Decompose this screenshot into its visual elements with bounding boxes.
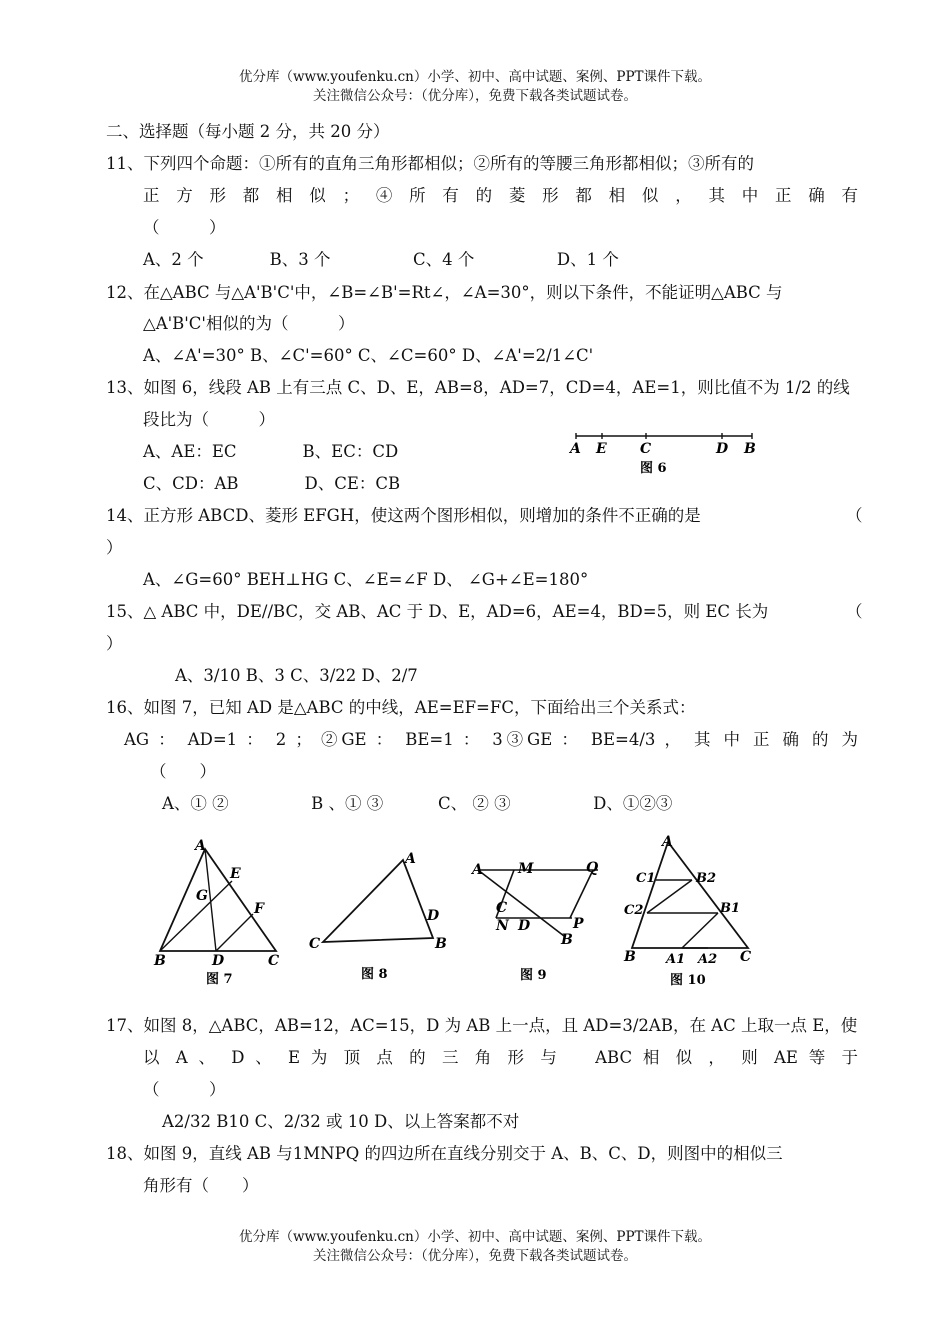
fig7-label-d: D	[212, 953, 225, 969]
q13-line-1: 13、如图 6，线段 AB 上有三点 C、D、E，AB=8，AD=7，CD=4，AE=1，则比值不为 1/2 的线	[106, 378, 850, 397]
q12-options: A、∠A'=30° B、∠C'=60° C、∠C=60° D、∠A'=2/1∠C'	[143, 346, 594, 365]
q16-options: A、① ② B 、① ③ C、 ② ③ D、①②③	[162, 794, 673, 813]
q17-line-2: 以 A 、 D 、 E 为 顶 点 的 三 角 形 与 ABC 相 似 ， 则 AE 等 于	[143, 1048, 858, 1067]
fig8-label-c: C	[309, 936, 321, 952]
fig9-label-a: A	[472, 862, 483, 878]
fig7-label-f: F	[254, 901, 264, 917]
fig9-caption: 图 9	[520, 968, 547, 983]
fig8-label-b: B	[435, 936, 447, 952]
fig7-label-e: E	[230, 866, 241, 882]
q16-line-3: （ ）	[150, 762, 216, 781]
fig9-label-c: C	[496, 900, 508, 916]
q17-line-3: （ ）	[143, 1080, 226, 1099]
fig9-label-q: Q	[586, 860, 599, 876]
q15-line-1: 15、△ ABC 中，DE//BC，交 AB、AC 于 D、E，AD=6，AE=4，BD=5，则 EC 长为	[106, 602, 769, 621]
q14-line-2: ）	[106, 538, 123, 557]
q18-line-2: 角形有（ ）	[143, 1176, 259, 1195]
fig7-caption: 图 7	[206, 972, 233, 987]
fig8-caption: 图 8	[361, 967, 388, 982]
footer-line-2: 关注微信公众号：（优分库），免费下载各类试题试卷。	[313, 1248, 637, 1264]
figure-9	[468, 852, 618, 987]
fig6-label-c: C	[640, 441, 652, 457]
fig10-label-a2: A2	[698, 952, 718, 967]
q17-line-1: 17、如图 8，△ABC，AB=12，AC=15，D 为 AB 上一点，且 AD=3/2AB，在 AC 上取一点 E，使	[106, 1016, 858, 1035]
q11-line-3: （ ）	[143, 218, 226, 237]
q11-line-1: 11、下列四个命题：①所有的直角三角形都相似；②所有的等腰三角形都相似；③所有的	[106, 154, 754, 173]
fig10-label-c2: C2	[624, 903, 644, 918]
figure-7	[150, 835, 290, 990]
q14-paren-open: （	[846, 506, 863, 525]
header-line-2: 关注微信公众号：（优分库），免费下载各类试题试卷。	[313, 88, 637, 104]
fig8-label-d: D	[427, 908, 440, 924]
fig6-label-b: B	[744, 441, 756, 457]
figure-10	[620, 830, 765, 990]
q18-line-1: 18、如图 9，直线 AB 与1MNPQ 的四边所在直线分别交于 A、B、C、D，则图中的相似三	[106, 1144, 783, 1163]
fig6-caption: 图 6	[640, 461, 667, 476]
fig10-label-a: A	[662, 834, 673, 850]
figure-8	[305, 842, 460, 987]
fig9-label-d: D	[518, 918, 531, 934]
fig9-label-p: P	[573, 916, 584, 932]
q16-line-1: 16、如图 7，已知 AD 是△ABC 的中线，AE=EF=FC，下面给出三个关系式：	[106, 698, 696, 717]
q11-options: A、2 个 B、3 个 C、4 个 D、1 个	[143, 250, 619, 269]
q14-options: A、∠G=60° BEH⊥HG C、∠E=∠F D、 ∠G+∠E=180°	[143, 570, 589, 589]
q15-options: A、3/10 B、3 C、3/22 D、2/7	[175, 666, 418, 685]
fig7-label-c: C	[268, 953, 280, 969]
fig10-caption: 图 10	[670, 973, 706, 988]
fig10-label-b: B	[624, 949, 636, 965]
fig6-label-a: A	[570, 441, 581, 457]
fig7-label-b: B	[154, 953, 166, 969]
q15-line-2: ）	[106, 634, 123, 653]
q14-line-1: 14、正方形 ABCD、菱形 EFGH，使这两个图形相似，则增加的条件不正确的是	[106, 506, 701, 525]
fig10-label-a1: A1	[666, 952, 686, 967]
q17-options: A2/32 B10 C、2/32 或 10 D、以上答案都不对	[162, 1112, 520, 1131]
fig9-label-n: N	[496, 918, 509, 934]
fig9-label-b: B	[561, 932, 573, 948]
fig7-label-g: G	[196, 888, 208, 904]
fig8-label-a: A	[405, 851, 416, 867]
header-line-1: 优分库（www.youfenku.cn）小学、初中、高中试题、案例、PPT课件下载。	[238, 69, 712, 85]
fig9-label-m: M	[518, 861, 534, 877]
fig10-label-c1: C1	[636, 871, 656, 886]
fig10-label-b2: B2	[696, 871, 717, 886]
q13-line-2: 段比为（ ）	[143, 410, 275, 429]
fig6-label-d: D	[716, 441, 729, 457]
fig6-label-e: E	[596, 441, 607, 457]
fig10-label-b1: B1	[720, 901, 741, 916]
q12-line-2: △A'B'C'相似的为（ ）	[143, 314, 355, 333]
q15-paren-open: （	[846, 602, 863, 621]
fig10-label-c: C	[740, 949, 752, 965]
footer-line-1: 优分库（www.youfenku.cn）小学、初中、高中试题、案例、PPT课件下载。	[238, 1229, 712, 1245]
q16-line-2: AG ： AD=1 ： 2 ； ②GE ： BE=1 ： 3③GE ： BE=4/3 ， 其 中 正 确 的 为	[124, 730, 858, 749]
section-title: 二、选择题（每小题 2 分，共 20 分）	[106, 122, 390, 141]
q13-options-2: C、CD：AB D、CE：CB	[143, 474, 401, 493]
q11-line-2: 正方形都相似；④所有的菱形都相似，其中正确有	[143, 186, 858, 205]
q13-options-1: A、AE：EC B、EC：CD	[143, 442, 399, 461]
fig7-label-a: A	[195, 838, 206, 854]
figure-6	[562, 428, 762, 478]
q12-line-1: 12、在△ABC 与△A'B'C'中，∠B=∠B'=Rt∠，∠A=30°，则以下条件，不能证明△ABC 与	[106, 283, 783, 302]
